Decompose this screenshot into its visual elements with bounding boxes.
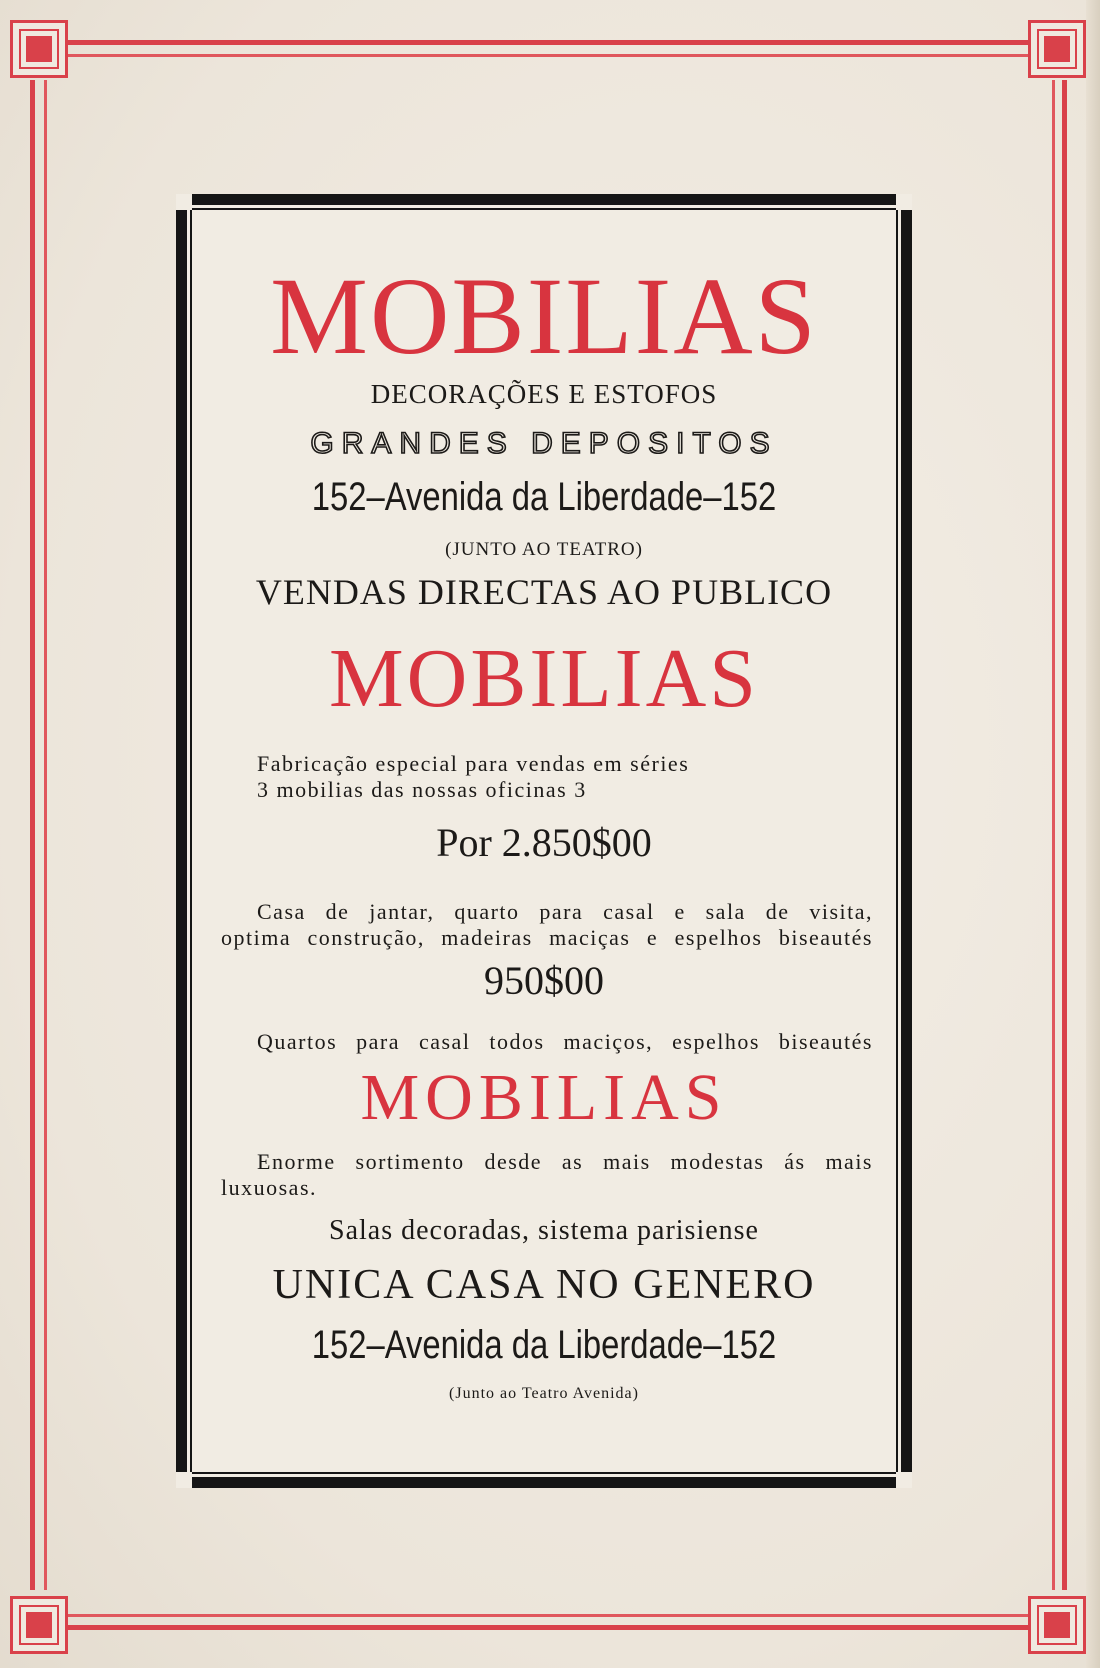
- frame-bottom-inner: [60, 1614, 1030, 1617]
- description-2: Quartos para casal todos maciços, espelhos biseautés: [257, 1029, 873, 1054]
- box-notch-top-right: [896, 194, 912, 210]
- frame-corner-top-left: [10, 20, 68, 78]
- assortment-line-2: luxuosas.: [221, 1175, 317, 1200]
- box-notch-bottom-right: [896, 1472, 912, 1488]
- headline-mobilias-1: MOBILIAS: [270, 255, 818, 377]
- frame-right-outer: [1062, 80, 1067, 1590]
- depots-heading: GRANDES DEPOSITOS: [310, 427, 778, 460]
- price-three-sets: Por 2.850$00: [436, 820, 652, 865]
- headline-mobilias-3: MOBILIAS: [360, 1061, 728, 1134]
- series-line-1: Fabricação especial para vendas em séries: [257, 751, 690, 776]
- box-notch-top-left: [176, 194, 192, 210]
- tagline: DECORAÇÕES E ESTOFOS: [370, 379, 718, 409]
- headline-mobilias-2: MOBILIAS: [328, 632, 759, 725]
- frame-right-inner: [1052, 80, 1055, 1590]
- near-theatre-note: (JUNTO AO TEATRO): [445, 539, 643, 560]
- assortment-line-1: Enorme sortimento desde as mais modestas ás mais: [257, 1149, 873, 1174]
- frame-left-inner: [44, 80, 47, 1590]
- frame-corner-bottom-left: [10, 1596, 68, 1654]
- series-line-2: 3 mobilias das nossas oficinas 3: [257, 777, 587, 802]
- frame-top-inner: [60, 54, 1030, 57]
- frame-bottom-outer: [60, 1625, 1030, 1630]
- near-theatre-avenida-note: (Junto ao Teatro Avenida): [449, 1385, 639, 1402]
- salons-line: Salas decoradas, sistema parisiense: [329, 1215, 759, 1246]
- description-1-line-2: optima construção, madeiras maciças e espelhos biseautés: [221, 925, 873, 950]
- frame-top-outer: [60, 40, 1030, 45]
- unique-house-heading: UNICA CASA NO GENERO: [272, 1262, 816, 1308]
- frame-left-outer: [30, 80, 35, 1590]
- address-line-1: 152–Avenida da Liberdade–152: [311, 475, 777, 519]
- box-notch-bottom-left: [176, 1472, 192, 1488]
- description-1-line-1: Casa de jantar, quarto para casal e sala de visita,: [257, 899, 873, 924]
- advertisement-box: [176, 194, 912, 1488]
- frame-corner-top-right: [1028, 20, 1086, 78]
- price-bedroom: 950$00: [484, 958, 604, 1003]
- frame-corner-bottom-right: [1028, 1596, 1086, 1654]
- paper-edge: [1086, 0, 1100, 1668]
- address-line-2: 152–Avenida da Liberdade–152: [311, 1323, 777, 1367]
- direct-sales-heading: VENDAS DIRECTAS AO PUBLICO: [255, 572, 833, 612]
